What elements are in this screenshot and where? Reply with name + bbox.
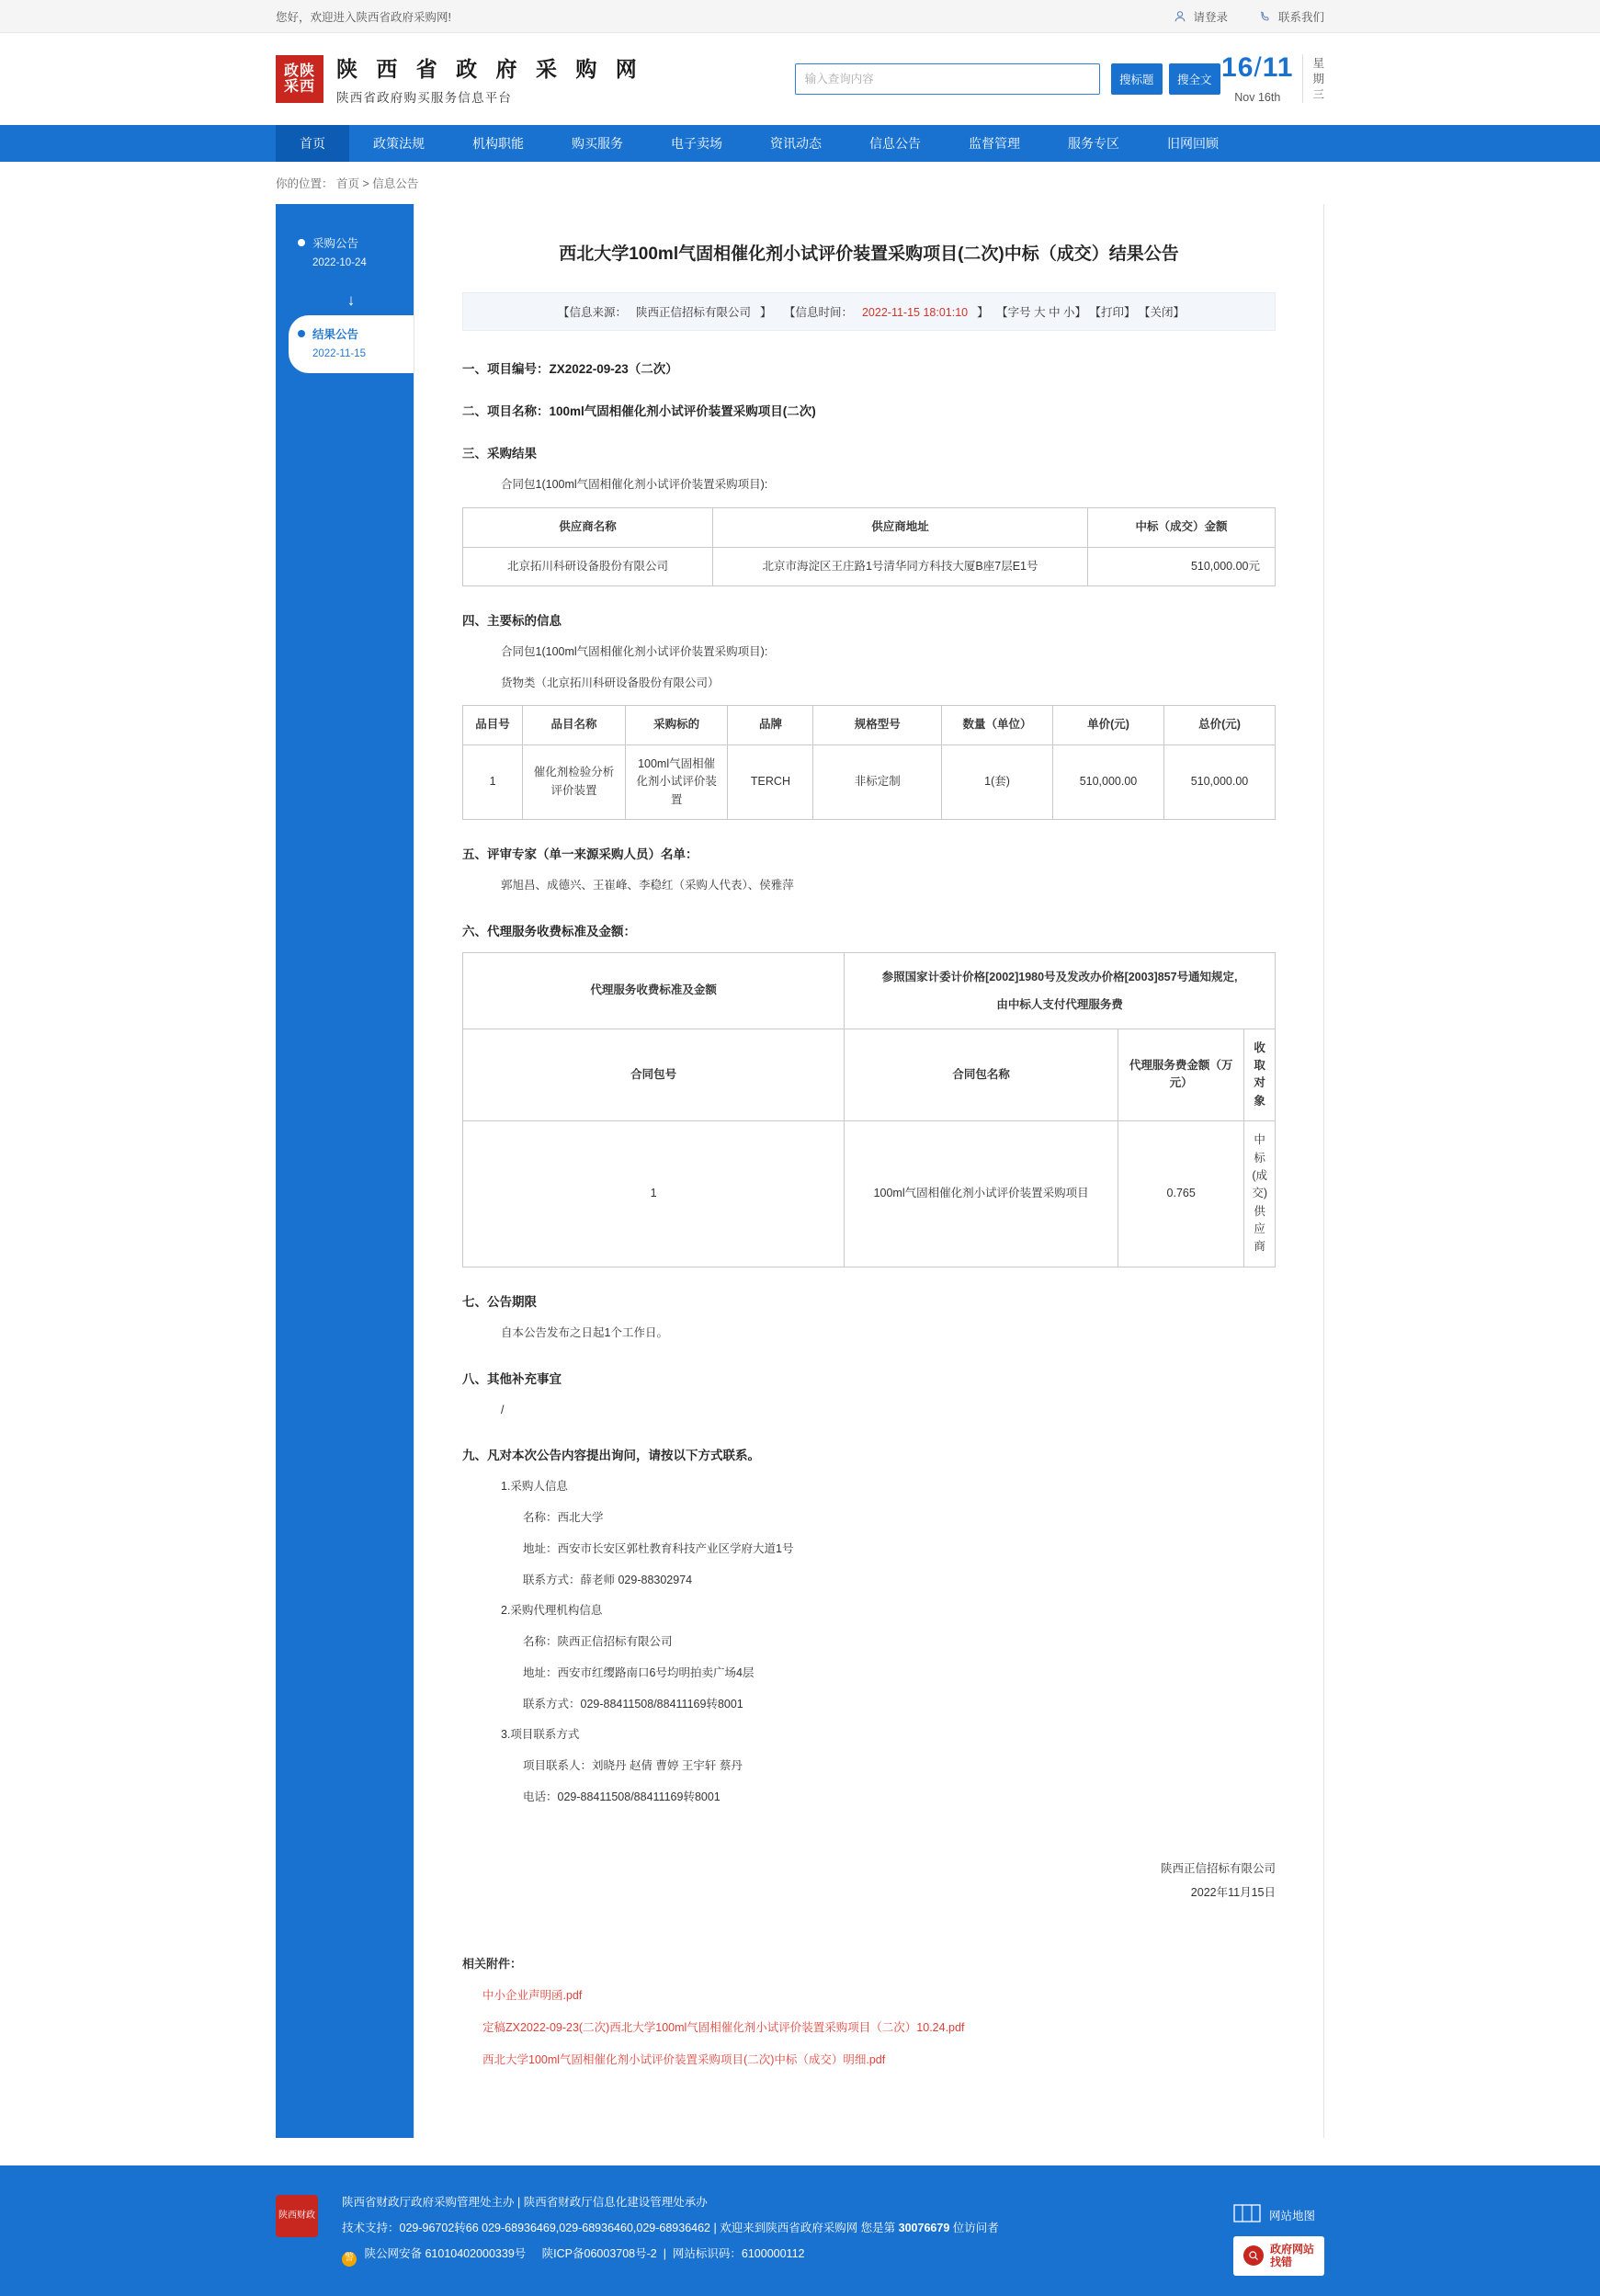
top-bar-actions [1174,8,1324,25]
contact-2-heading: 2.采购代理机构信息 [501,1604,603,1618]
cell-total-price: 510,000.00 [1163,744,1275,819]
nav-item-purchase-service[interactable]: 购买服务 [572,136,623,151]
site-footer [0,2165,1600,2296]
bullet-icon [298,330,305,337]
contact-2-line-2: 地址：西安市红缨路南口6号均明拍卖广场4层 [523,1665,755,1679]
fee-head-right-line2: 由中标人支付代理服务费 [996,997,1123,1011]
section-4-kind: 货物类（北京拓川科研设备股份有限公司） [501,676,720,689]
table-row [463,547,1276,585]
section-1-title: 一、项目编号：ZX2022-09-23（二次） [462,362,678,377]
sitemap-link[interactable] [1233,2202,1324,2227]
breadcrumb-prefix: 你的位置： [276,177,334,190]
result-table [462,507,1276,586]
col-item-no: 品目号 [463,706,523,744]
bullet-icon [298,239,305,246]
meta-source-end: 】 [759,306,772,320]
login-label: 请登录 [1193,10,1228,24]
breadcrumb [0,162,1600,204]
cell-fee-payer: 中标(成交)供应商 [1244,1121,1276,1267]
search-input[interactable] [795,63,1100,95]
section-7-text: 自本公告发布之日起1个工作日。 [501,1325,668,1339]
badge-line-1: 政府网站 [1269,2243,1314,2256]
police-record[interactable]: 陕公网安备 61010402000339号 [364,2247,527,2261]
icp-record[interactable]: 陕ICP备06003708号-2 [541,2247,657,2261]
date-widget [1221,54,1324,104]
meta-time-value: 2022-11-15 18:01:10 [861,306,969,320]
sidebar-item-label: 采购公告 [312,237,359,250]
col-award-amount: 中标（成交）金额 [1088,508,1276,547]
site-logo[interactable] [276,52,643,106]
cell-package-no: 1 [463,1121,845,1267]
nav-item-home[interactable]: 首页 [276,125,349,162]
contact-3-line-2: 电话：029-88411508/88411169转8001 [523,1790,721,1803]
welcome-text: 您好，欢迎进入陕西省政府采购网! [276,10,451,24]
section-3-title: 三、采购结果 [462,447,537,461]
meta-time-label: 【信息时间： [783,306,853,320]
contact-2-line-1: 名称：陕西正信招标有限公司 [523,1635,673,1649]
section-4-package: 合同包1(100ml气固相催化剂小试评价装置采购项目): [501,644,768,658]
col-quantity: 数量（单位） [942,706,1053,744]
user-icon [1174,10,1186,23]
contact-1-line-3: 联系方式：薛老师 029-88302974 [523,1573,693,1586]
attachment-link-1[interactable]: 中小企业声明函.pdf [482,1989,583,2003]
down-arrow-icon: ↓ [346,291,356,309]
site-name: 陕 西 省 政 府 采 购 网 [336,57,643,81]
date-weekday: 星 期 三 [1302,54,1324,103]
contact-3-heading: 3.项目联系方式 [501,1728,580,1742]
fee-head-left: 代理服务收费标准及金额 [463,952,845,1029]
section-8-text: / [501,1403,505,1416]
top-bar [0,0,1600,33]
cell-item-no: 1 [463,744,523,819]
close-button[interactable]: 【关闭】 [1139,306,1186,320]
section-8-title: 八、其他补充事宜 [462,1371,562,1386]
col-subject: 采购标的 [625,706,728,744]
section-4-title: 四、主要标的信息 [462,613,562,628]
cell-item-name: 催化剂检验分析评价装置 [523,744,626,819]
cell-spec: 非标定制 [813,744,942,819]
sidebar-item-purchase-announcement[interactable] [289,224,414,282]
section-9-title: 九、凡对本次公告内容提出询问，请按以下方式联系。 [462,1449,760,1463]
signature-date: 2022年11月15日 [1190,1885,1276,1899]
font-size-control[interactable]: 【字号 大 中 小】 [996,306,1087,320]
section-5-experts: 郭旭昌、成德兴、王崔峰、李稳红（采购人代表）、侯雅萍 [501,878,794,892]
nav-item-service-zone[interactable]: 服务专区 [1068,136,1119,151]
date-numbers: 16/11 [1221,52,1294,83]
date-day: 16 [1221,52,1254,83]
col-brand: 品牌 [728,706,813,744]
document-meta-bar [462,292,1276,331]
section-2-title: 二、项目名称：100ml气固相催化剂小试评价装置采购项目(二次) [462,404,816,419]
logo-mark-icon [276,55,323,103]
section-6-title: 六、代理服务收费标准及金额： [462,924,636,938]
meta-source-label: 【信息来源： [557,306,627,320]
cell-supplier-address: 北京市海淀区王庄路1号清华同方科技大厦B座7层E1号 [713,547,1088,585]
table-row [463,1121,1276,1267]
footer-line-3: 警 陕公网安备 61010402000339号 陕ICP备06003708号-2 | 网站标识码：6100000112 [342,2241,1209,2267]
sidebar-item-label: 结果公告 [312,328,359,341]
login-link[interactable] [1174,8,1228,25]
badge-label [1270,2243,1314,2269]
sidebar-item-date: 2022-11-15 [312,347,366,359]
sidebar-item-result-announcement[interactable] [289,315,414,373]
meta-time-end: 】 [977,306,989,320]
footer-text [342,2189,1209,2267]
col-total-price: 总价(元) [1163,706,1275,744]
date-month: 11 [1262,52,1294,83]
section-3-package: 合同包1(100ml气固相催化剂小试评价装置采购项目): [501,478,768,492]
table-header-row [463,706,1276,744]
breadcrumb-home[interactable]: 首页 [336,177,360,190]
signature-block [462,1857,1276,1905]
col-fee-payer: 收取对象 [1244,1029,1276,1121]
attachment-link-3[interactable]: 西北大学100ml气固相催化剂小试评价装置采购项目(二次)中标（成交）明细.pdf [482,2053,886,2067]
nav-item-news[interactable]: 资讯动态 [770,136,822,151]
col-package-no: 合同包号 [463,1029,845,1121]
table-row [463,744,1276,819]
cell-fee-amount: 0.765 [1118,1121,1244,1267]
col-package-name: 合同包名称 [845,1029,1118,1121]
site-id: 网站标识码：6100000112 [672,2247,805,2261]
col-spec: 规格型号 [813,706,942,744]
col-supplier-address: 供应商地址 [713,508,1088,547]
print-button[interactable]: 【打印】 [1089,306,1136,320]
contact-3-line-1: 项目联系人：刘晓丹 赵倩 曹婷 王宇轩 蔡丹 [523,1759,743,1773]
cell-award-amount: 510,000.00元 [1088,547,1276,585]
badge-line-2: 找错 [1269,2256,1292,2269]
sidebar-item-date: 2022-10-24 [312,256,367,268]
signature-company: 陕西正信招标有限公司 [1160,1861,1276,1875]
fee-head-right [845,952,1276,1029]
attachments-title: 相关附件： [462,1957,523,1972]
contact-1-line-1: 名称：西北大学 [523,1511,604,1525]
emblem-label: 陕西财政 [278,2211,315,2222]
content-area [0,204,1600,2138]
items-table [462,705,1276,820]
search-icon [1243,2245,1264,2266]
attachment-link-2[interactable]: 定稿ZX2022-09-23(二次)西北大学100ml气固相催化剂小试评价装置采购项目（二次）10.24.pdf [482,2021,965,2035]
logo-mark-line1: 政陕 [283,62,315,80]
table-header-row [463,1029,1276,1121]
sitemap-label: 网站地图 [1268,2209,1315,2222]
footer-tech-prefix: 技术支持：029-96702转66 029-68936469,029-68936460,029-68936462 | 欢迎来到陕西省政府采购网 您是第 [342,2222,896,2235]
footer-right [1233,2189,1324,2276]
fee-head-right-line1: 参照国家计委计价格[2002]1980号及发改办价格[2003]857号通知规定, [881,970,1238,983]
search-area [795,63,1220,95]
table-header-row [463,508,1276,547]
section-7-title: 七、公告期限 [462,1294,537,1309]
contact-1-heading: 1.采购人信息 [501,1480,568,1494]
contact-1-line-2: 地址：西安市长安区郭杜教育科技产业区学府大道1号 [523,1541,794,1555]
gov-site-error-badge[interactable] [1233,2236,1324,2276]
footer-line-1: 陕西省财政厅政府采购管理处主办 | 陕西省财政厅信息化建设管理处承办 [342,2196,708,2210]
search-title-button[interactable]: 搜标题 [1111,63,1163,95]
search-fulltext-button[interactable]: 搜全文 [1169,63,1220,95]
cell-quantity: 1(套) [942,744,1053,819]
fee-table [462,952,1276,1267]
breadcrumb-sep: > [362,177,369,190]
contact-link[interactable] [1259,8,1324,25]
contact-2-line-3: 联系方式：029-88411508/88411169转8001 [523,1697,743,1711]
col-fee-amount: 代理服务费金额（万元） [1118,1029,1244,1121]
col-unit-price: 单价(元) [1053,706,1164,744]
table-row [463,952,1276,1029]
site-subname: 陕西省政府购买服务信息平台 [336,91,513,105]
meta-source-value: 陕西正信招标有限公司 [635,306,751,320]
footer-line-2 [342,2215,1209,2241]
phone-icon [1259,10,1272,23]
page-title: 西北大学100ml气固相催化剂小试评价装置采购项目(二次)中标（成交）结果公告 [559,244,1179,264]
logo-mark-line2: 采西 [283,77,315,95]
date-english: Nov 16th [1234,91,1281,104]
main-nav [0,125,1600,162]
nav-item-old-site[interactable]: 旧网回顾 [1167,136,1219,151]
document-body [414,204,1324,2138]
cell-package-name: 100ml气固相催化剂小试评价装置采购项目 [845,1121,1118,1267]
nav-item-functions[interactable]: 机构职能 [472,136,524,151]
cell-supplier-name: 北京拓川科研设备股份有限公司 [463,547,713,585]
map-icon [1233,2202,1261,2227]
cell-subject: 100ml气固相催化剂小试评价装置 [625,744,728,819]
site-header [0,33,1600,125]
col-item-name: 品目名称 [523,706,626,744]
visitor-count: 30076679 [898,2222,950,2235]
col-supplier-name: 供应商名称 [463,508,713,547]
nav-item-supervision[interactable]: 监督管理 [969,136,1020,151]
national-emblem-icon [276,2195,318,2237]
nav-item-policy[interactable]: 政策法规 [373,136,425,151]
contact-label: 联系我们 [1277,10,1324,24]
sidebar [276,204,414,2138]
breadcrumb-current: 信息公告 [372,177,419,190]
nav-item-emarket[interactable]: 电子卖场 [671,136,722,151]
cell-brand: TERCH [728,744,813,819]
police-badge-icon: 警 [342,2252,357,2267]
section-5-title: 五、评审专家（单一来源采购人员）名单： [462,847,698,861]
footer-tech-suffix: 位访问者 [952,2222,999,2235]
cell-unit-price: 510,000.00 [1053,744,1164,819]
nav-item-announcements[interactable]: 信息公告 [869,136,921,151]
